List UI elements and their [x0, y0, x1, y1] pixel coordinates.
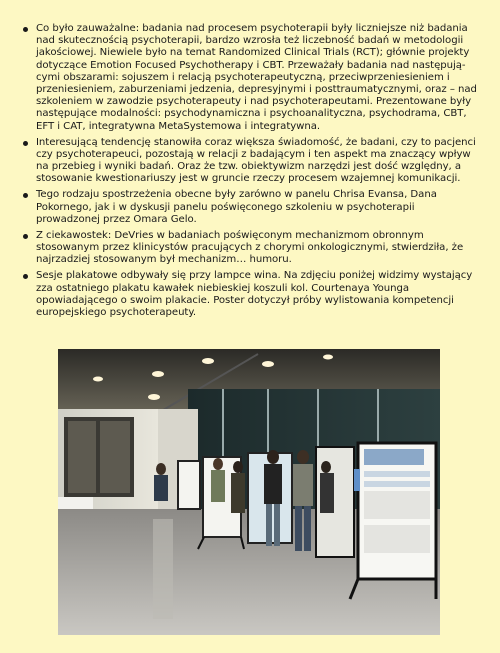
bullet-dot — [23, 274, 28, 279]
bullet-text: Interesującą tendencję stanowiła coraz większa świadomość, że badani, czy to pacjenci czy psychoterapeuci, pozostają w relacji z badającym i ten aspekt ma znaczący wpływ na przebieg i wyniki badań. Oraz że tzw. obiektywizm narzędzi jest dość względny, a stosowanie kwestionariuszy jest w gruncie rzeczy procesem wzajemnej komunikacji. — [36, 136, 476, 185]
poster-session-photo — [58, 349, 440, 635]
bullet-item — [21, 23, 477, 133]
bullet-item — [21, 137, 477, 186]
bullet-list — [21, 23, 477, 323]
bullet-item — [21, 270, 477, 319]
bullet-text: Z ciekawostek: DeVries w badaniach poświęconym mechanizmom obronnym stosowanym przez klinicystów pracujących z chorymi onkologicznymi, stwierdziła, że najrzadziej stosowanym był mechanizm… humoru. — [36, 229, 464, 266]
bullet-dot — [23, 141, 28, 146]
bullet-item — [21, 230, 477, 267]
bullet-text: Tego rodzaju spostrzeżenia obecne były zarówno w panelu Chrisa Evansa, Dana Pokornego, jak i w dyskusji panelu poświęconego szkoleniu w psychoterapii prowadzonej przez Omara Gelo. — [36, 189, 437, 225]
bullet-text: Co było zauważalne: badania nad procesem psychoterapii były liczniejsze niż badania nad skutecznością psychoterapii, bardzo wzrosła też liczebność badań w metodologii jakościowej. Niewiele było na temat Randomized Clinical Trials (RCT); głównie projekty dotyczące Emotion Focused Psychotherapy i CBT. Przeważały badania nad następują-cymi obszarami: sojuszem i relacją psychoterapeutyczną, przeciwprzeniesieniem i przeniesieniem, zaburzeniami jedzenia, depresyjnymi i posttraumatycznymi, oraz – nad szkoleniem w zawodzie psychoterapeuty i nad psychoterapeutami. Prezentowane były następujące modalności: psychodynamiczna i psychoanalityczna, psychodrama, CBT, EFT i CAT, integratywna MetaSystemowa i integratywna. — [36, 23, 477, 132]
bullet-dot — [23, 193, 28, 198]
bullet-item — [21, 189, 477, 226]
poster-session-illustration — [58, 349, 440, 635]
bullet-text: Sesje plakatowe odbywały się przy lampce wina. Na zdjęciu poniżej widzimy wystający zza ostatniego plakatu kawałek niebieskiej koszuli kol. Courtenaya Younga opowiadającego o swoim plakacie. Poster dotyczył próby wylistowania kompetencji europejskiego psychoterapeuty. — [36, 270, 473, 319]
bullet-dot — [23, 234, 28, 239]
bullet-dot — [23, 27, 28, 32]
